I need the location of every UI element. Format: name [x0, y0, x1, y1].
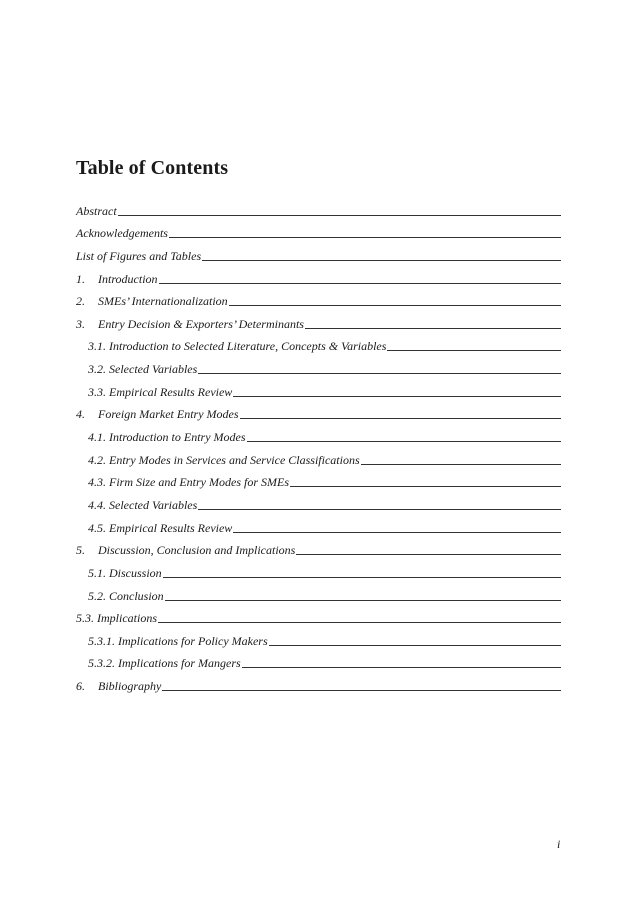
toc-leader-line	[233, 532, 561, 533]
toc-entry-label: 3.3. Empirical Results Review	[88, 384, 233, 399]
toc-entry[interactable]	[76, 377, 561, 400]
toc-entry-label: Bibliography	[98, 679, 162, 694]
toc-entry[interactable]	[76, 354, 561, 377]
toc-entry[interactable]	[76, 604, 561, 627]
toc-leader-line	[269, 645, 561, 646]
toc-entry[interactable]	[76, 241, 561, 264]
toc-entry[interactable]	[76, 558, 561, 581]
toc-leader-line	[296, 554, 561, 555]
toc-entry-label: 3.2. Selected Variables	[88, 362, 198, 377]
toc-entry[interactable]	[76, 671, 561, 694]
toc-entry-number: 3.	[76, 316, 85, 331]
toc-leader-line	[361, 464, 561, 465]
toc-leader-line	[118, 215, 561, 216]
toc-entry-label: 4.5. Empirical Results Review	[88, 520, 233, 535]
toc-entry-label: 4.2. Entry Modes in Services and Service Classifications	[88, 452, 360, 467]
toc-entry-number: 6.	[76, 679, 85, 694]
toc-leader-line	[387, 350, 561, 351]
toc-entry-label: Introduction	[98, 271, 158, 286]
toc-entry[interactable]	[76, 649, 561, 672]
toc-entry[interactable]	[76, 445, 561, 468]
toc-entry-label: 4.4. Selected Variables	[88, 497, 198, 512]
toc-leader-line	[229, 305, 561, 306]
toc-entry-label: List of Figures and Tables	[76, 248, 202, 263]
toc-entry[interactable]	[76, 287, 561, 310]
toc-leader-line	[233, 396, 561, 397]
toc-entry-label: 5.2. Conclusion	[88, 588, 164, 603]
toc-leader-line	[158, 622, 561, 623]
toc-entry-label: Entry Decision & Exporters’ Determinants	[98, 316, 304, 331]
toc-entry-number: 5.	[76, 543, 85, 558]
toc-leader-line	[290, 486, 561, 487]
toc-entry-label: 5.3. Implications	[76, 611, 157, 626]
toc-leader-line	[162, 690, 561, 691]
toc-entry-number: 4.	[76, 407, 85, 422]
page-number: i	[557, 837, 561, 851]
toc-leader-line	[202, 260, 561, 261]
toc-entry-label: 4.3. Firm Size and Entry Modes for SMEs	[88, 475, 289, 490]
toc-entry[interactable]	[76, 332, 561, 355]
toc-leader-line	[159, 283, 561, 284]
toc-entry-label: 5.3.2. Implications for Mangers	[88, 656, 241, 671]
toc-entry-label: Abstract	[76, 203, 117, 218]
toc-leader-line	[242, 667, 561, 668]
toc-leader-line	[240, 418, 561, 419]
table-of-contents	[76, 196, 561, 694]
toc-entry-label: 5.1. Discussion	[88, 565, 162, 580]
toc-entry[interactable]	[76, 490, 561, 513]
page-title: Table of Contents	[76, 157, 229, 179]
toc-leader-line	[169, 237, 561, 238]
toc-entry-label: 4.1. Introduction to Entry Modes	[88, 430, 246, 445]
toc-entry-label: SMEs’ Internationalization	[98, 294, 228, 309]
toc-entry-number: 2.	[76, 294, 85, 309]
toc-entry[interactable]	[76, 468, 561, 491]
toc-entry-label: Foreign Market Entry Modes	[98, 407, 239, 422]
toc-entry-label: Acknowledgements	[76, 226, 168, 241]
toc-entry[interactable]	[76, 513, 561, 536]
toc-entry[interactable]	[76, 422, 561, 445]
toc-entry-label: Discussion, Conclusion and Implications	[98, 543, 296, 558]
toc-entry[interactable]	[76, 196, 561, 219]
toc-entry[interactable]	[76, 626, 561, 649]
toc-entry-number: 1.	[76, 271, 85, 286]
toc-entry-label: 3.1. Introduction to Selected Literature, Concepts & Variables	[88, 339, 387, 354]
toc-entry[interactable]	[76, 581, 561, 604]
toc-leader-line	[198, 509, 561, 510]
toc-entry[interactable]	[76, 309, 561, 332]
toc-entry-label: 5.3.1. Implications for Policy Makers	[88, 633, 268, 648]
toc-entry[interactable]	[76, 219, 561, 242]
toc-leader-line	[163, 577, 561, 578]
toc-entry[interactable]	[76, 264, 561, 287]
toc-leader-line	[305, 328, 561, 329]
toc-leader-line	[247, 441, 561, 442]
toc-leader-line	[165, 600, 561, 601]
toc-leader-line	[198, 373, 561, 374]
toc-entry[interactable]	[76, 536, 561, 559]
toc-entry[interactable]	[76, 400, 561, 423]
